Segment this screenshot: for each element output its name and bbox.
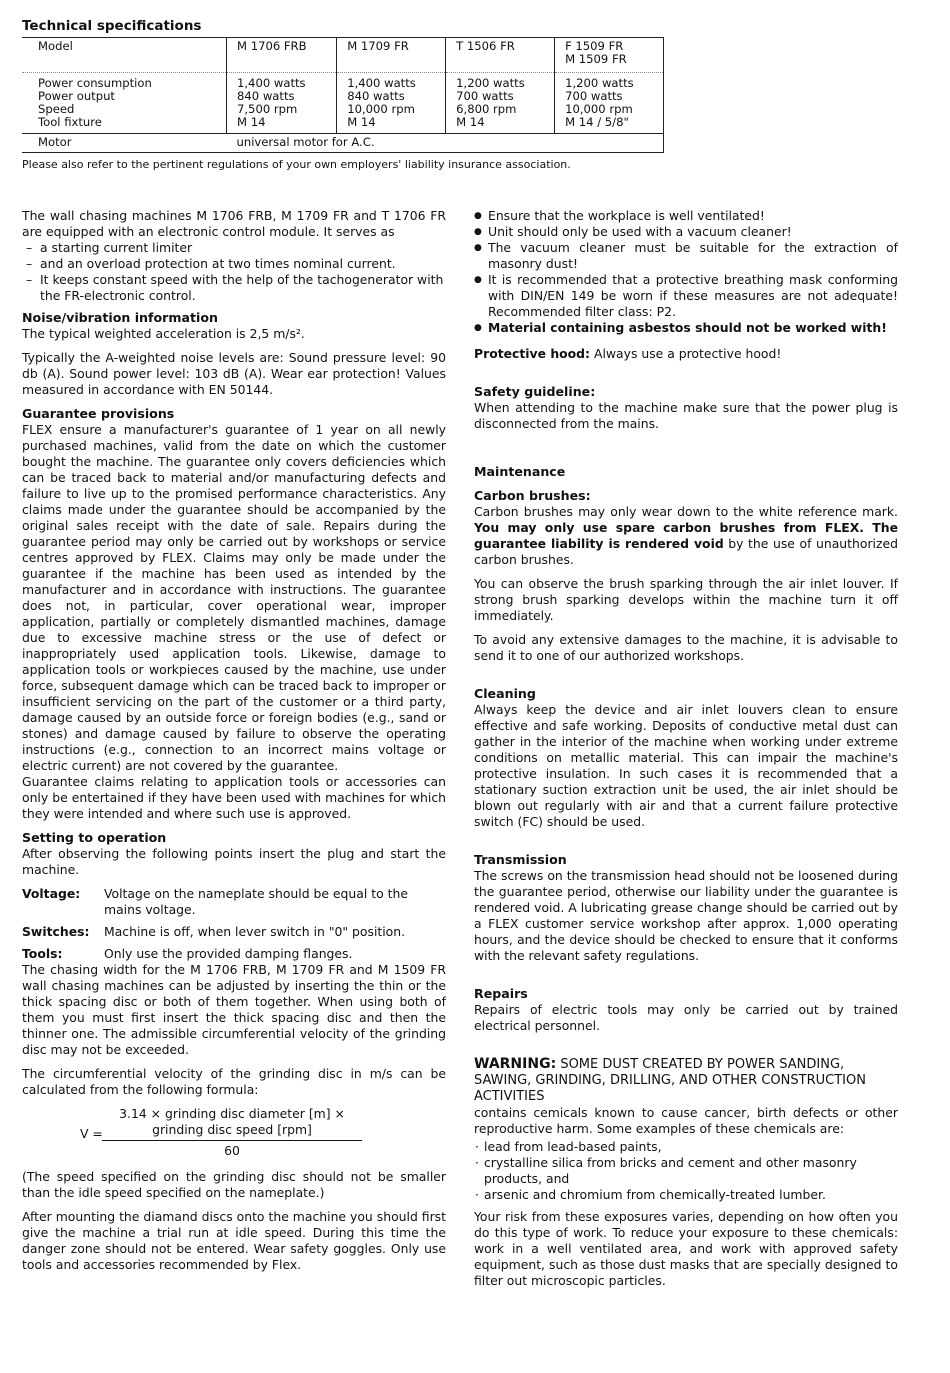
cleaning-heading: Cleaning [474, 686, 536, 701]
carbon-heading: Carbon brushes: [474, 488, 591, 503]
formula-v: V = [80, 1126, 103, 1141]
spec-row-label: Power consumption [38, 76, 152, 90]
risk-text: Your risk from these exposures varies, depending on how often you do this type of work. To reduce your exposure to these chemicals: work in a well ventilated area, and work with approved safety equipment, such as those dust masks that are specially designed to filter out microscopic particles. [474, 1209, 898, 1288]
maintenance-heading: Maintenance [474, 464, 566, 479]
safety-heading: Safety guideline: [474, 384, 596, 399]
noise-text-2: Typically the A-weighted noise levels are: Sound pressure level: 90 db (A). Sound power level: 103 dB (A). Wear ear protection! Values measured in accordance with EN 50144. [22, 350, 446, 397]
intro-list [22, 240, 446, 304]
spec-row-label: Tool fixture [38, 115, 102, 129]
spec-cell: M 14 [347, 115, 376, 129]
warning-caps: SOME DUST CREATED BY POWER SANDING, SAWING, GRINDING, DRILLING, AND OTHER CONSTRUCTION ACTIVITIES [474, 1057, 866, 1104]
spec-cell: 1,200 watts [456, 76, 525, 90]
speed-note: (The speed specified on the grinding disc should not be smaller than the idle speed specified on the nameplate.) [22, 1169, 446, 1200]
chemical-list [474, 1139, 898, 1203]
list-item: ● Ensure that the workplace is well ventilated! [474, 208, 898, 224]
sparking-text: You can observe the brush sparking through the air inlet louver. If strong brush sparking develops within the machine turn it off immediately. [474, 576, 898, 623]
list-item: · lead from lead-based paints, [474, 1139, 898, 1155]
repairs-heading: Repairs [474, 986, 528, 1001]
noise-heading: Noise/vibration information [22, 310, 218, 325]
tools-def [22, 946, 446, 962]
spec-row-label: Power output [38, 89, 115, 103]
voltage-desc: Voltage on the nameplate should be equal to the mains voltage. [104, 886, 408, 917]
tools-desc: Only use the provided damping flanges. [104, 946, 353, 961]
damage-text: To avoid any extensive damages to the machine, it is advisable to send it to one of our authorized workshops. [474, 632, 898, 663]
list-item: ● The vacuum cleaner must be suitable for the extraction of masonry dust! [474, 240, 898, 272]
list-item: · arsenic and chromium from chemically-treated lumber. [474, 1187, 898, 1203]
hood-label: Protective hood: [474, 346, 591, 361]
spec-note: Please also refer to the pertinent regulations of your own employers' liability insurance association. [22, 158, 571, 171]
spec-cell: 10,000 rpm [565, 102, 633, 116]
spec-col-t1506 [446, 73, 555, 134]
formula-denominator: 60 [224, 1143, 240, 1158]
hood-text [474, 346, 898, 362]
guarantee-heading: Guarantee provisions [22, 406, 175, 421]
spec-motor-value: universal motor for A.C. [227, 134, 664, 153]
spec-table [22, 37, 664, 153]
formula-numerator [102, 1106, 362, 1141]
left-column [22, 208, 446, 1281]
spec-motor-label: Motor [22, 134, 227, 153]
spec-cell: 1,400 watts [237, 76, 306, 90]
transmission-text: The screws on the transmission head should not be loosened during the guarantee period, otherwise our liability under the guarantee is rendered void. A lubricating grease change should be carried out by a FLEX customer service workshop after approx. 1,000 operating hours, and the device should be checked to ensure that it conforms with the relevant safety regulations. [474, 868, 898, 963]
right-column [474, 208, 898, 1297]
spec-cell: 1,400 watts [347, 76, 416, 90]
spec-cell: 840 watts [347, 89, 405, 103]
mounting-text: After mounting the diamand discs onto the machine you should first give the machine a trial run at idle speed. During this time the danger zone should not be entered. Wear safety goggles. Only use tools and accessories recommended by Flex. [22, 1209, 446, 1272]
spec-col-m1709 [337, 73, 446, 134]
spec-cell: 10,000 rpm [347, 102, 415, 116]
list-item: ● Unit should only be used with a vacuum cleaner! [474, 224, 898, 240]
spec-header-col: M 1709 FR [337, 38, 446, 73]
hood-value: Always use a protective hood! [593, 346, 782, 361]
spec-cell: 840 watts [237, 89, 295, 103]
spec-header-row [22, 38, 664, 73]
carbon-text-1: Carbon brushes may only wear down to the white reference mark. [474, 504, 898, 519]
list-item: – a starting current limiter [22, 240, 446, 256]
spec-cell: M 14 / 5/8" [565, 115, 629, 129]
switches-def [22, 924, 446, 940]
setting-heading: Setting to operation [22, 830, 167, 845]
spec-title: Technical specifications [22, 18, 202, 34]
list-item: · crystalline silica from bricks and cement and other masonry products, and [474, 1155, 898, 1187]
spec-col-f1509 [555, 73, 664, 134]
spec-row-label: Speed [38, 102, 75, 116]
carbon-text-2: by the use of unauthorized carbon brushes. [474, 536, 898, 567]
cleaning-text: Always keep the device and air inlet louvers clean to ensure effective and safe working. Deposits of conductive metal dust can gather in the interior of the machine when working under extreme conditions on metallic material. This can impair the machine's protective insulation. In such cases it is recommended that a stationary suction extraction unit be used, the air inlet should be blown out regularly with air and that a current failure protective switch (FC) should be used. [474, 702, 898, 829]
carbon-text-bold: You may only use spare carbon brushes from FLEX. The guarantee liability is rendered void [474, 520, 898, 551]
carbon-text [474, 504, 898, 568]
spec-col-m1706 [227, 73, 337, 134]
formula-num-line: grinding disc speed [rpm] [152, 1122, 312, 1137]
asbestos-warning: Material containing asbestos should not be worked with! [488, 320, 887, 335]
chasing-text: The chasing width for the M 1706 FRB, M 1709 FR and M 1509 FR wall chasing machines can be adjusted by inserting the thin or the thick spacing disc or both of them together. When using both of them you must first insert the thick spacing disc and then the thinner one. The admissible circumferential velocity of the grinding disc may not be exceeded. [22, 962, 446, 1057]
spec-cell: 6,800 rpm [456, 102, 517, 116]
list-item: – and an overload protection at two times nominal current. [22, 256, 446, 272]
safety-bullets [474, 208, 898, 336]
switches-term: Switches: [22, 924, 90, 939]
guarantee-text-2: Guarantee claims relating to application tools or accessories can only be entertained if they have been used with machines for which they were intended and where such use is approved. [22, 774, 446, 821]
setting-text: After observing the following points insert the plug and start the machine. [22, 846, 446, 877]
warning-block [474, 1056, 898, 1105]
spec-cell: M 14 [237, 115, 266, 129]
spec-cell: 700 watts [456, 89, 514, 103]
spec-motor-row [22, 134, 664, 153]
safety-text: When attending to the machine make sure that the power plug is disconnected from the mains. [474, 400, 898, 431]
spec-cell: 1,200 watts [565, 76, 634, 90]
voltage-term: Voltage: [22, 886, 81, 901]
warning-text: contains cemicals known to cause cancer, birth defects or other reproductive harm. Some examples of these chemicals are: [474, 1105, 898, 1136]
spec-row-labels [22, 73, 227, 134]
spec-data-row [22, 73, 664, 134]
guarantee-text: FLEX ensure a manufacturer's guarantee of 1 year on all newly purchased machines, valid from the date on which the customer bought the machine. The guarantee only covers deficiencies which can be traced back to material and/or manufacturing defects and failure to live up to the promised performance characteristics. Any claims made under the guarantee should be accompanied by the original sales receipt with the date of sale. Repairs during the guarantee period may only be carried out by workshops or service centres approved by FLEX. Claims may only be made under the guarantee if the machine has been used as intended by the manufacturer and in accordance with instructions. The guarantee does not, in particular, cover operational wear, improper application, partially or completely dismantled machines, damage due to excessive machine stress or the use of defect or inappropriately used application tools. Likewise, damage to application tools or workpieces caused by the machine, use under force, subsequent damage which can be traced back to improper or insufficient servicing on the part of the customer or a third party, damage caused by an outside force or foreign bodies (e.g., sand or stones) and damage caused by failure to observe the operating instructions (e.g., connection to an incorrect mains voltage or electric current) are not covered by the guarantee. [22, 422, 446, 773]
velocity-text: The circumferential velocity of the grinding disc in m/s can be calculated from the following formula: [22, 1066, 446, 1097]
tools-term: Tools: [22, 946, 63, 961]
list-item: – It keeps constant speed with the help of the tachogenerator with the FR-electronic control. [22, 272, 446, 304]
voltage-def [22, 886, 446, 918]
transmission-heading: Transmission [474, 852, 567, 867]
spec-cell: 700 watts [565, 89, 623, 103]
spec-header-col: M 1706 FRB [227, 38, 337, 73]
spec-header-col: F 1509 FR M 1509 FR [555, 38, 664, 73]
spec-cell: 7,500 rpm [237, 102, 298, 116]
warning-label: WARNING: [474, 1056, 557, 1072]
list-item [474, 320, 898, 336]
intro-text: The wall chasing machines M 1706 FRB, M 1709 FR and T 1706 FR are equipped with an electronic control module. It serves as [22, 208, 446, 239]
spec-cell: M 14 [456, 115, 485, 129]
formula-num-line: 3.14 × grinding disc diameter [m] × [119, 1106, 345, 1121]
spec-header-col: T 1506 FR [446, 38, 555, 73]
repairs-text: Repairs of electric tools may only be carried out by trained electrical personnel. [474, 1002, 898, 1033]
list-item: ● It is recommended that a protective breathing mask conforming with DIN/EN 149 be worn if these measures are not adequate! Recommended filter class: P2. [474, 272, 898, 320]
noise-text: The typical weighted acceleration is 2,5 m/s². [22, 326, 305, 341]
spec-header-model: Model [22, 38, 227, 73]
velocity-formula [80, 1106, 362, 1159]
switches-desc: Machine is off, when lever switch in "0" position. [104, 924, 406, 939]
